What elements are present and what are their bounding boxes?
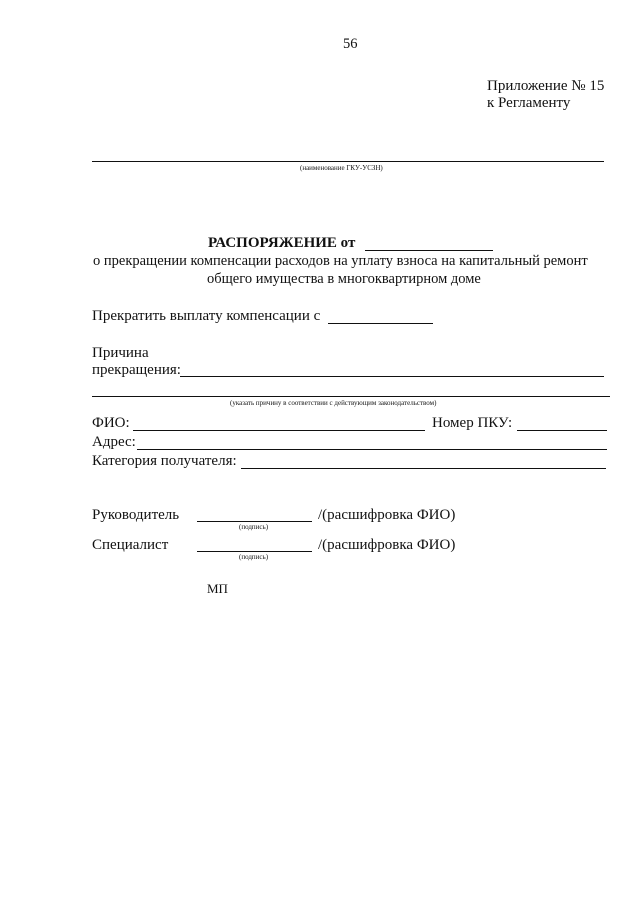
stop-payment-date-line (328, 323, 433, 324)
category-line (241, 468, 606, 469)
signature-caption-head: (подпись) (239, 523, 269, 531)
order-title: РАСПОРЯЖЕНИЕ от (208, 235, 356, 251)
appendix-line-1: Приложение № 15 (487, 78, 605, 94)
org-name-caption: (наименование ГКУ-УСЗН) (300, 164, 383, 172)
address-label: Адрес: (92, 434, 136, 450)
order-date-line (365, 250, 493, 251)
signature-caption-specialist: (подпись) (239, 553, 269, 561)
signature-role-specialist: Специалист (92, 537, 169, 553)
category-label: Категория получателя: (92, 453, 237, 469)
order-subtitle-line-1: о прекращении компенсации расходов на уплату взноса на капитальный ремонт (93, 253, 588, 269)
reason-label-line-1: Причина (92, 345, 149, 361)
signature-role-head: Руководитель (92, 507, 180, 523)
reason-caption: (указать причину в соответствии с действующим законодательством) (230, 399, 437, 407)
pku-label: Номер ПКУ: (432, 415, 513, 431)
reason-line-1 (180, 376, 604, 377)
address-line (137, 449, 607, 450)
page-number: 56 (343, 36, 358, 52)
pku-line (517, 430, 607, 431)
reason-line-2 (92, 396, 610, 397)
stop-payment-label: Прекратить выплату компенсации с (92, 308, 321, 324)
reason-label-line-2: прекращения: (92, 362, 181, 378)
fio-line (133, 430, 425, 431)
fio-label: ФИО: (92, 415, 130, 431)
org-name-line (92, 161, 604, 162)
signature-decode-specialist: /(расшифровка ФИО) (318, 537, 456, 553)
order-subtitle-line-2: общего имущества в многоквартирном доме (207, 271, 481, 287)
signature-decode-head: /(расшифровка ФИО) (318, 507, 456, 523)
signature-line-head (197, 521, 312, 522)
signature-line-specialist (197, 551, 312, 552)
appendix-line-2: к Регламенту (487, 95, 571, 111)
stamp-label: МП (207, 581, 228, 596)
